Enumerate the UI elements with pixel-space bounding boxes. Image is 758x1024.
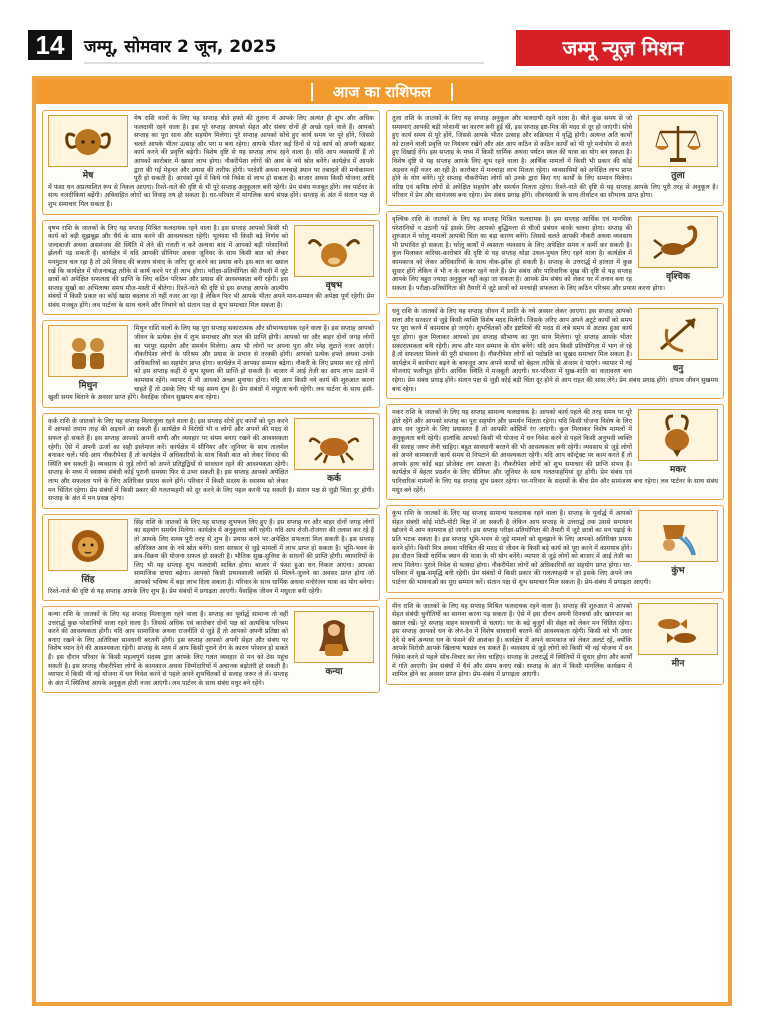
sign-name: मिथुन [78,381,98,392]
rashi-card [386,505,724,592]
horoscope-text: मीन राशि के जातकों के लिए यह सप्ताह मिश्रित फलदायक रहने वाला है। सप्ताह की शुरुआत में आपको सेहत संबंधी चुनौतियों का सामना करना पड़ सकता है। ऐसे में इस दौरान अपनी दिनचर्या और खानपान का ख्याल रखें। पूरे सप्ताह वाहन सावधानी से चलाएं। घर के बड़े बुजुर्ग की सेहत को लेकर मन चिंतित रहेगा। इस सप्ताह आपको धन के लेन-देन में विशेष सावधानी बरतने की आवश्यकता रहेगी। किसी को भी उधार देने से बचें अन्यथा धन के फंसने की आशंका है। कार्यक्षेत्र में अपने कामकाज को लेकर अलर्ट रहें, क्योंकि आपके विरोधी आपके खिलाफ षड्यंत्र रच सकते हैं। व्यवसाय से जुड़े लोगों को किसी भी नई योजना में धन निवेश करने से पहले सोच-विचार कर लेना चाहिए। सप्ताह के उत्तरार्द्ध में स्थितियों में सुधार होगा और कार्यों में गति आएगी। प्रेम संबंधों में धैर्य और संयम बनाए रखें। सप्ताह के अंत में किसी मांगलिक कार्यक्रम में शामिल होने का अवसर प्राप्त होगा। प्रेम-संबंध में प्रगाढ़ता आएगी। [392,602,632,679]
taurus-bull-icon [303,228,365,274]
horoscope-text: कन्या राशि के जातकों के लिए यह सप्ताह मिलाजुला रहने वाला है। सप्ताह का पूर्वार्द्ध सामान्य तो वहीं उत्तरार्द्ध कुछ परेशानियों वाला रहने वाला है। जिससे अधिक एवं कारोबार दोनों पक्ष को अत्यधिक परिश्रम करने की आवश्यकता होगी। यदि आप सामाजिक अथवा राजनीति से जुड़े हैं तो आपको अपनी प्रतिष्ठा को बनाए रखने के लिए अतिरिक्त सावधानी बरतनी होगी। इस सप्ताह आपको अपनी सेहत और संबंध पर विशेष ध्यान देने की आवश्यकता रहेगी। सप्ताह के मध्य में आप किसी पुराने रोग के कारण परेशान हो सकते हैं। इस दौरान परिवार के किसी महत्वपूर्ण सदस्य द्वारा आपके लिए गलत व्यवहार से मन को ठेस पहुंच सकती है। इस सप्ताह नौकरीपेशा लोगों के कामकाज अथवा जिम्मेदारियों में अचानक बढ़ोतरी हो सकती है। व्यापार में किसी भी नई योजना में धन निवेश करने से पहले अपने शुभचिंतकों से सलाह जरूर ले लें। सप्ताह के अंत में स्थितियां आपके अनुकूल होती नजर आएंगी। लव पार्टनर के साथ संबंध मधुर बने रहेंगे। [48,611,288,687]
gemini-twins-icon [57,328,119,374]
sign-name: कुंभ [671,566,685,577]
page-header [0,0,758,68]
horoscope-text: तुला राशि के जातकों के लिए यह सप्ताह अनुकूल और फलदायी रहने वाला है। बीते कुछ समय से जो समस्याएं आपकी बड़ी परेशानी का कारण बनी हुई थीं, इस सप्ताह इष्ट-मित्र की मदद से दूर हो जाएंगी। सोचे हुए कार्य समय से पूरे होंगे, जिससे आपके भीतर उत्साह और सक्रियता में वृद्धि होगी। अत्यन्त अति कार्यों को टालने वाली प्रवृत्ति पर नियंत्रण रखेंगे और अंत आप कठिन से कठिन कार्यों को भी पूरे मनोयोग से करते हुए दिखाई देंगे। इस सप्ताह के मध्य में किसी धार्मिक अथवा पर्यटन स्थल की यात्रा का योग बन सकता है। विशेष दृष्टि से यह सप्ताह आपके लिए शुभ रहने वाला है। आर्थिक मामलों में किसी भी प्रकार की कोई अड़चन नहीं नजर आ रही है। कारोबार में मनचाहा लाभ मिलता रहेगा। व्यवसायियों को अपेक्षित लाभ प्राप्त होने के योग बनेंगे। पूरे सप्ताह नौकरीपेशा लोगों को उनके द्वारा किए गए कार्यों के लिए सम्मान मिलेगा। वरिष्ठ एवं कनिष्ठ लोगों से अपेक्षित सहयोग और समर्थन मिलता रहेगा। रिश्ते-नाते की दृष्टि से यह सप्ताह आपके लिए पूरी तरह से अनुकूल है। परिवार में प्रेम और सामंजस्य बना रहेगा। प्रेम संबंध प्रगाढ़ होंगे। जीवनसाथी के साथ तीर्थाटन का सौभाग्य प्राप्त होगा। [392,115,718,200]
horoscope-text: कर्क राशि के जातकों के लिए यह सप्ताह मिलाजुला रहने वाला है। इस सप्ताह सोचे हुए कार्यों को पूरा करने में आपको तमाम तरह की अड़चनें आ सकती हैं। कार्यक्षेत्र में विरोधी भी व लोगों और अपनों की मदद से सफल हो सकते हैं। इस सप्ताह आपको अपनी वाणी और व्यवहार पर संयम बनाए रखने की आवश्यकता रहेगी। ऐसे में अपनी ऊर्जा का सही इस्तेमाल करें। कार्यक्षेत्र में सीनियर और जूनियर के साथ तालमेल बनाकर चलें। यदि आप नौकरीपेशा हैं तो कार्यक्षेत्र में अधिकारियों के साथ किसी बात को लेकर विवाद की स्थिति बन सकती है। व्यवसाय से जुड़े लोगों को अपने प्रतिद्वंद्वियों से सावधान रहने की आवश्यकता रहेगी। सप्ताह के मध्य में स्वास्थ्य संबंधी कोई पुरानी समस्या फिर से उभर सकती है। इस सप्ताह आपको अपेक्षित लाभ और सफलता पाने के लिए अतिरिक्त प्रयास करने होंगे। परिवार में किसी सदस्य के स्वास्थ्य को लेकर मन चिंतित रहेगा। प्रेम संबंधों में किसी प्रकार की गलतफहमी को दूर करने के लिए पहल करनी पड़ सकती है। संतान पक्ष से जुड़ी चिंता दूर होगी। सप्ताह के अंत में मन प्रसन्न रहेगा। [48,417,374,503]
sign-illustration [48,325,128,391]
sign-illustration [294,611,374,677]
sign-illustration [638,308,718,374]
sign-illustration [48,519,128,585]
horoscope-text: सिंह राशि के जातकों के लिए यह सप्ताह शुभफल लिए हुए है। इस सप्ताह घर और बाहर दोनों जगह लोगों का सहयोग समर्थन मिलेगा। कार्यक्षेत्र में अनुकूलता बनी रहेगी। यदि आप रोजी-रोजगार की तलाश कर रहे हैं तो आपके लिए समय पूरी तरह से शुभ है। प्रयास करने पर अपेक्षित सफलता मिल सकती है। इस सप्ताह अतिरिक्त आय के नये स्रोत बनेंगे। सत्ता सरकार से जुड़े मामलों में लाभ प्राप्त हो सकता है। भूमि-भवन के क्रय-विक्रय की योजना सफल हो सकती है। भौतिक सुख-सुविधा के साधनों की प्राप्ति होगी। व्यापारियों के लिए भी यह सप्ताह शुभ फलदायी साबित होगा। बाजार में फंसा हुआ धन निकल आएगा। आपका सामाजिक दायरा बढ़ेगा। आपको किसी प्रभावशाली व्यक्ति से मिलने-जुलने का अवसर प्राप्त होगा जो आपको भविष्य में बड़ा लाभ दिला सकता है। परिवार के साथ धार्मिक अथवा मनोरंजन यात्रा का योग बनेगा। रिश्ते-नाते की दृष्टि से यह सप्ताह आपके लिए शुभ है। प्रेम संबंधों में प्रगाढ़ता आएगी। वैवाहिक जीवन में मधुरता बनी रहेगी। [48,518,374,595]
leo-lion-icon [57,522,119,568]
sign-illustration [638,216,718,282]
horoscope-text: वृश्चिक राशि के जातकों के लिए यह सप्ताह मिश्रित फलदायक है। इस सप्ताह आर्थिक एवं मानसिक परेशानियों न उठानी पड़ें इसके लिए आपको बुद्धिमत्ता से चीजों प्रबंधन करके चलना होगा। सप्ताह की शुरुआत में धरेलू मामलों आपकी चिंता का बड़ा कारण बनेंगे। जिससे चलते आपकी नौकरी अथवा व्यवसाय भी प्रभावित हो सकता है। घरेलू कार्यों में व्यस्तता व्यवसाय के लिए अपेक्षित समय न कर्मी कर सकती है। कुल मिलाकर करियर-कारोबार की दृष्टि से यह सप्ताह थोड़ा उथल-पुथल लिए रहने वाला है। कार्यक्षेत्र में कामकाज को लेकर अधिकारियों के साथ नोक-झोंक हो सकती है। सप्ताह के उत्तरार्द्ध में हालात में कुछ सुधार होंगे लेकिन वे भी न के बराबर रहने वाले हैं। प्रेम संबंध और पारिवारिक सुख की दृष्टि से यह सप्ताह आपके लिए बहुत ज्यादा अनुकूल नहीं कहा जा सकता है। आपके प्रेम संबंध को लेकर घर में तनाव बना रह सकता है। परीक्षा-प्रतियोगिता की तैयारी में जुटे छात्रों को मनचाही सफलता के लिए कठिन परिश्रम और प्रयास करना होगा। [392,215,666,292]
horoscope-text: धनु राशि के जातकों के लिए यह सप्ताह जीवन में प्रगति के नये अवसर लेकर आएगा। इस सप्ताह आपको सत्ता और सरकार से जुड़े किसी व्यक्ति विशेष मदद मिलेगी। जिसके जरिए आप अपने अटूटे कार्यों को समय पर पूरा करने में कामयाब हो जाएंगे। शुभचिंतकों और इष्टमित्रों की मदद से लंबे समय से अटका हुआ कार्य पूरा होगा। कुल मिलाकर आपको इस सप्ताह सौभाग्य का पूरा साथ मिलेगा। पूरे सप्ताह आपके भीतर सकारात्मकता बनी रहेगी। लाभ और मान सम्मान के योग बनेंगे। यदि आप किसी प्रतियोगिता में भाग ले रहे हैं तो सफलता मिलने की पूरी संभावना है। नौकरीपेशा लोगों को पदोन्नति का सुखद समाचार मिल सकता है। कार्यक्षेत्र में कार्यभार बढ़ने के बावजूद आप अपने कार्यों को बेहतर तरीके से अंजाम दे पाएंगे। व्यापार में नई योजनाएं फलीभूत होंगी। आर्थिक स्थिति में मजबूती आएगी। घर-परिवार में सुख-शांति का वातावरण बना रहेगा। प्रेम संबंध प्रगाढ़ होंगे। संतान पक्ष से जुड़ी कोई बड़ी चिंता दूर होने से आप राहत की सांस लेंगे। प्रेम संबंध प्रगाढ़ होंगे। दांपत्य जीवन सुखमय बना रहेगा। [392,308,718,393]
horoscope-text: मिथुन राशि वालों के लिए यह पूरा सप्ताह सकारात्मक और सौभाग्यदायक रहने वाला है। इस सप्ताह आपको जीवन के प्रत्येक क्षेत्र में शुभ समाचार और फल की प्राप्ति होगी। आपको घर और बाहर दोनों जगह लोगों का भरपूर सहयोग और समर्थन मिलेगा। आप भी लोगों पर अपना पूरा और स्नेह लुटाते नजर आएंगे। नौकरीपेशा लोगों के परिश्रम और प्रयास के प्रभाव से तरक्की होगी। आपको प्रत्येक हफ्ते अथवा उनके अधिकारियों का सहयोग प्राप्त होगा। कार्यक्षेत्र में आपका सम्मान बढ़ेगा। नौकरी के लिए प्रयास कर रहे लोगों को इस सप्ताह कहीं से शुभ सूचना की प्राप्ति हो सकती है। बाजार में आई तेजी का आप लाभ उठाने में कामयाब रहेंगे। व्यापार में भी आपको अच्छा मुनाफा होगा। यदि आप किसी नये कार्य की शुरुआत करना चाहते हैं तो उसके लिए भी यह समय शुभ है। प्रेम संबंधों में मधुरता बनी रहेगी। लव पार्टनर के साथ हंसी-खुशी समय बिताने के अवसर प्राप्त होंगे। वैवाहिक जीवन सुखमय बना रहेगा। [48,325,374,402]
cancer-crab-icon [303,421,365,467]
sign-illustration [638,115,718,181]
newspaper-brand: जम्मू न्यूज़ मिशन [516,30,730,66]
rashi-card [42,320,380,407]
scorpio-scorpion-icon [647,219,709,265]
rashi-card [42,606,380,693]
rashi-card [42,110,380,215]
date-line: जम्मू, सोमवार 2 जून, 2025 [84,37,277,57]
sign-illustration [638,409,718,475]
horoscope-text: मकर राशि के जातकों के लिए यह सप्ताह सामान्य फलदायक है। आपको कार्य पहले की तरह समय पर पूरे होते रहेंगे और आपको सप्ताह का पूरा सहयोग और समर्थन मिलता रहेगा। यदि किसी योजना विशेष के लिए आप धन जुटाने के लिए प्रयासरत हैं तो आपकी कोशिशें रंग लाएंगी। कुल मिलाकर विशेष मामलों में अनुकूलता बनी रहेगी। हालांकि आपको किसी भी योजना में धन निवेश करने से पहले किसी अनुभवी व्यक्ति की सलाह जरूर लेनी चाहिए। बहुत सावधानी बरतने की भी आवश्यकता बनी रहेगी। व्यवसाय से जुड़े लोगों को अपने कामकाजी कार्य समय से निपटाने की आवश्यकता रहेगी। यदि आप कॉन्ट्रेक्ट पर काम करते हैं तो आपके हाथ कोई बड़ा प्रोजेक्ट लग सकता है। नौकरीपेशा लोगों को शुभ समाचार की प्राप्ति संभव है। कार्यक्षेत्र में बेहतर प्रदर्शन के लिए सीनियर और जूनियर के साथ गलतफहमियां दूर होंगी। प्रेम संबंध एवं पारिवारिक मामलों के लिए यह सप्ताह शुभ प्रकार रहेगा। घर-परिवार के सदस्यों के बीच प्रेम और सामंजस्य बना रहेगा। लव पार्टनर के साथ संबंध मधुर बने रहेंगे। [392,409,718,494]
rashi-card [386,211,724,298]
sign-name: मेष [82,171,94,181]
horoscope-section [32,76,732,1006]
sign-name: मकर [670,465,686,476]
sagittarius-archer-icon [647,311,709,357]
rashi-card [386,598,724,685]
sign-name: वृश्चिक [666,271,690,282]
section-title: आज का राशिफल [311,83,453,101]
rashi-card [42,220,380,316]
virgo-maiden-icon [303,614,365,660]
sign-illustration [638,603,718,669]
sign-name: वृषभ [325,280,343,291]
sign-name: कर्क [327,473,341,484]
right-column [386,110,724,690]
libra-scales-icon [647,118,709,164]
horoscope-text: वृषभ राशि के जातकों के लिए यह सप्ताह मिश्रित फलदायक रहने वाला है। इस सप्ताह आपको किसी भी कार्य को बड़ी सूझबूझ और धैर्य के साथ करने की आवश्यकता रहेगी। भूलवश भी किसी बड़े निर्णय को जल्दबाजी अथवा असमंजस की स्थिति में लेने की गलती न करें अन्यथा बाद में आपको बड़ी परेशानियों झेलनी पड़ सकती हैं। कार्यक्षेत्र में यदि आपकी सीनियर अथवा जूनियर के साथ किसी बात को लेकर मनमुटाव चल रहा है तो उसे विवाद की बजाय संवाद के जरिए दूर करने का प्रयास करें। इस बात का ख्याल रखें कि कार्यक्षेत्र में योजनाबद्ध तरीके से कार्य करने पर ही लाभ होगा। परीक्षा-प्रतियोगिता की तैयारी में जुटे छात्रों को अपेक्षित सफलता की प्राप्ति के लिए कठिन परिश्रम और प्रयास की आवश्यकता बनी रहेगी। इस सप्ताह सुखों का अभिलाषा समय मौज-मस्ती में बीतेगा। रिश्ते-नाते की दृष्टि से इस सप्ताह आपके आत्मीय संबंधों में किसी प्रकार का कोई खास बदलाव तो नहीं नजर आ रहा है लेकिन फिर भी आपके भीतर अपने मान-सम्मान की अपेक्षा पूर्ण रहेगी। प्रेम संबंध मजबूत होंगे। लव पार्टनर के साथ चलने और निभाने को संतान पक्ष से शुभ समाचार मिल सकता है। [48,224,374,309]
aquarius-water-bearer-icon [647,513,709,559]
page-number: 14 [28,30,72,60]
sign-name: धनु [672,364,684,375]
sign-name: तुला [671,171,685,181]
rashi-card [386,303,724,399]
rashi-card [386,404,724,500]
horoscope-text: कुंभ राशि के जातकों के लिए यह सप्ताह सामान्य फलदायक रहने वाला है। सप्ताह के पूर्वार्द्ध में आपको सेहत संबंधी कोई मोटी-मोटी बिक्ष में आ सकती है लेकिन आप सप्ताह के उत्तरार्द्ध तक उससे समाधान खोजने में आप कामयाब हो जाएंगे। इस सप्ताह परीक्षा-प्रतियोगिता की तैयारी में जुटे छात्रों का मन पढ़ाई के प्रति भटक सकता है। इस सप्ताह भूमि-भवन से जुड़े मामलों को सुलझाने के लिए आपको अतिरिक्त प्रयास करने होंगे। किसी मित्र अथवा परिचित की मदद से जीवन के किसी बड़े कार्य को पूरा करने में कामयाब होंगे। इस दौरान किसी धार्मिक स्थान की यात्रा के भी योग बनेंगे। व्यापार से जुड़े लोगों को बाजार में आई तेजी का लाभ मिलेगा। पुराने निवेश से फायदा होगा। नौकरीपेशा लोगों को अधिकारियों का सहयोग प्राप्त होगा। घर-परिवार में सुख-समृद्धि बनी रहेगी। प्रेम संबंधों में किसी प्रकार की गलतफहमी न हो इसके लिए अपने लव पार्टनर की भावनाओं का पूरा सम्मान करें। संतान पक्ष से शुभ समाचार मिल सकता है। प्रेम-संबंध में प्रगाढ़ता आएगी। [392,510,651,586]
sign-illustration [638,510,718,576]
rashi-card [42,413,380,509]
header-divider [84,62,484,64]
sign-name: कन्या [325,667,343,678]
rashi-card [42,514,380,601]
sign-illustration [294,225,374,291]
sign-illustration [294,418,374,484]
rashi-card [386,110,724,206]
capricorn-goat-icon [647,412,709,458]
sign-name: मीन [671,658,685,669]
sign-illustration [48,115,128,181]
aries-ram-icon [57,118,119,164]
pisces-fish-icon [647,606,709,652]
left-column [42,110,380,698]
sign-name: सिंह [81,574,95,585]
horoscope-text: मेष राशि वालों के लिए यह सप्ताह बीते हफ्ते की तुलना में आपके लिए अत्यंत ही शुभ और अधिक फलदायी रहने वाला है। इस पूरे सप्ताह आपको सेहत और संबंध दोनों ही अच्छे रहने वाले हैं। आपको सप्ताह का पूरा साथ और सहयोग मिलेगा। पूरे सप्ताह आपको सोचे हुए कार्य समय पर पूरे होंगे, जिससे चलते आपके भीतर उत्साह और परा म बना रहेगा। आपके भीतर कई दिनों से पड़े कार्य को अपनी बढ़कर कार्य करने की प्रवृत्ति बढ़ेगी। विशेष दृष्टि से यह सप्ताह लाभ रहने वाला है। यदि आप व्यवसायी हैं तो आपको कारोबार में खासा लाभ होगा। नौकरीपेशा लोगों की आय के नये स्रोत बनेंगे। कार्यक्षेत्र में आपके द्वारा की गई मेहनत और प्रयास की तारीफ होगी। परदेशी अथवा मनचाहे स्थान पर तबादले की मनोकामना पूरी हो सकती है। आपको पूर्व में किये गये निवेश से लाभ हो सकता है। बाजार अथवा किसी योजना आदि में फंसा धन अप्रत्याशित रूप से निकल आएगा। रिश्ते-नाते की दृष्टि से भी पूरे सप्ताह अनुकूलता बनी रहेगी। प्रेम संबंध मजबूत होंगे। लव पार्टनर के साथ नजदीकियां बढ़ेंगी। अविवाहित लोगों का विवाह तय हो सकता है। घर-परिवार में मांगलिक कार्य संपन्न होंगे। सप्ताह के अंत में संतान पक्ष से शुभ समाचार मिल सकता है। [48,115,374,208]
